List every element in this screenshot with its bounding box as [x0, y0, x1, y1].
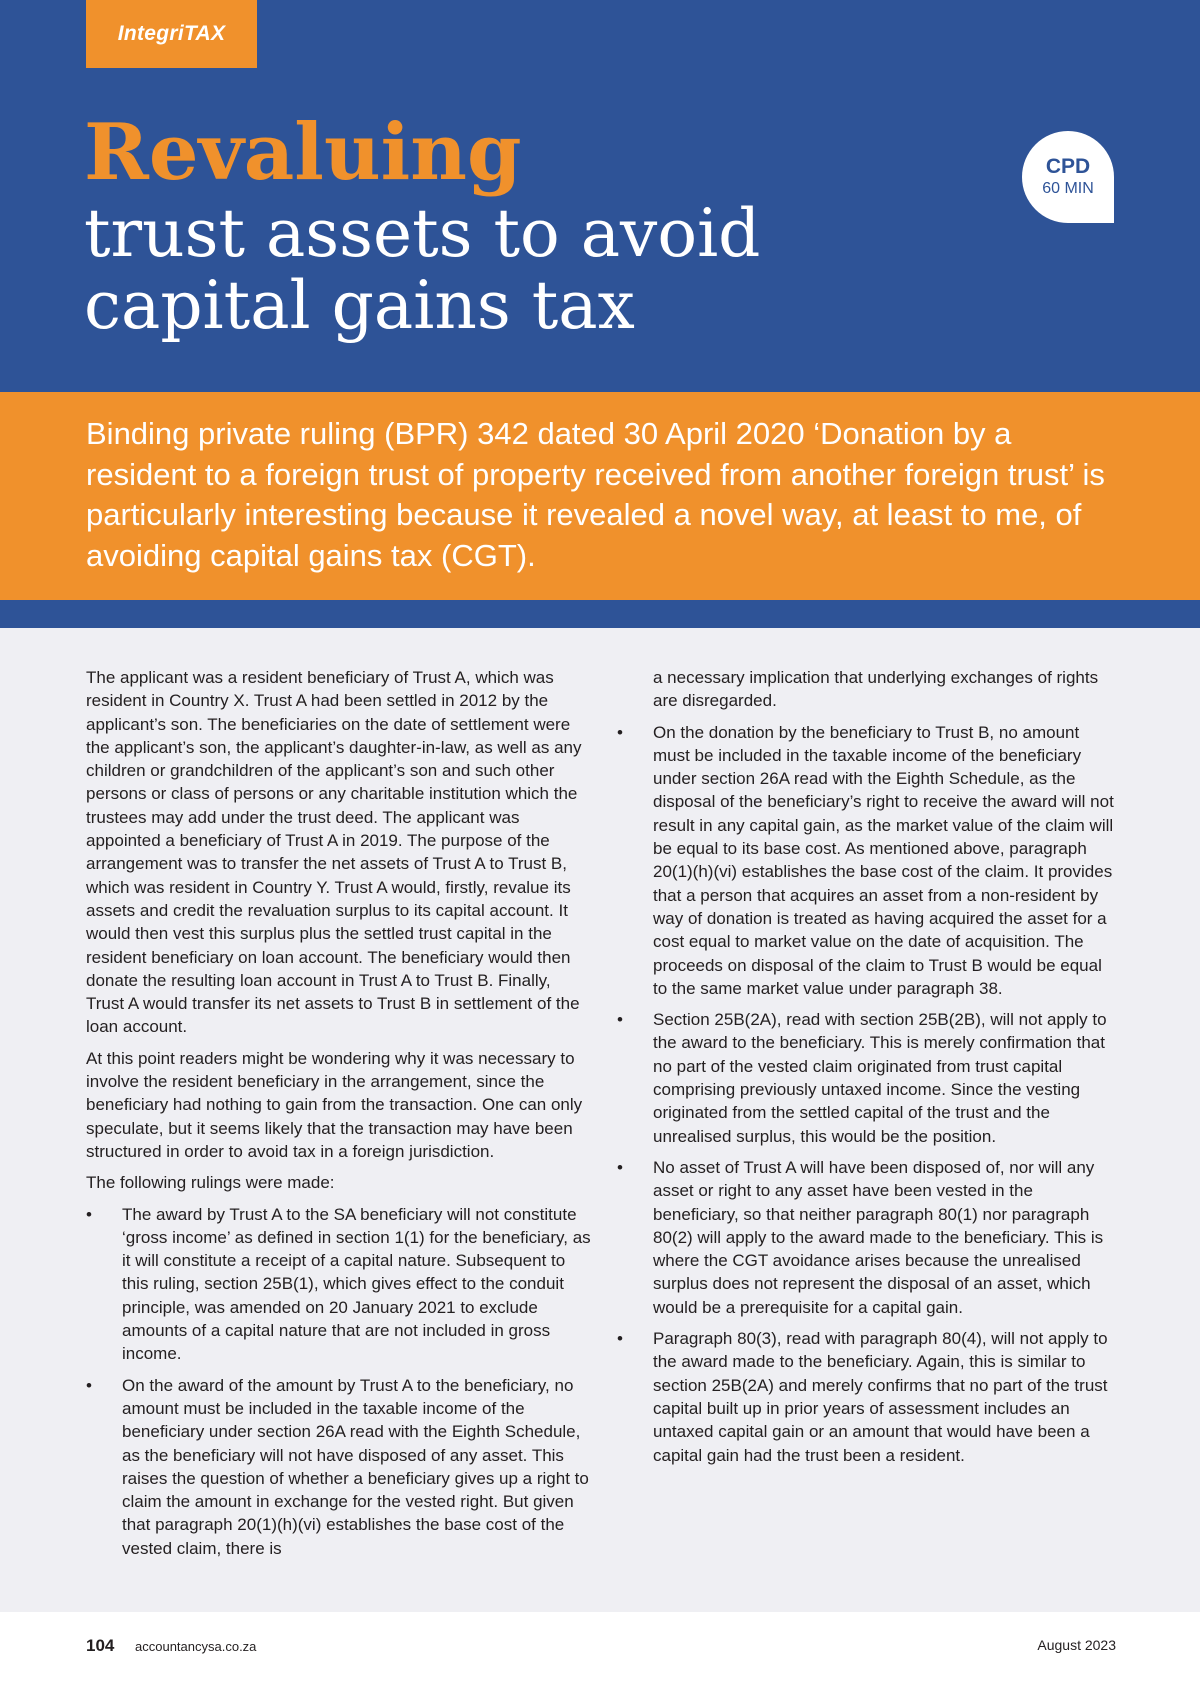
continued-text: a necessary implication that underlying exchanges of rights are disregarded.	[653, 668, 1099, 711]
bullet-icon: •	[617, 1329, 623, 1349]
list-item	[86, 1374, 592, 1560]
cpd-label: CPD	[1045, 155, 1091, 178]
list-item	[617, 1327, 1119, 1467]
divider-strip	[0, 600, 1200, 628]
list-item	[617, 1008, 1119, 1148]
list-item-text: On the donation by the beneficiary to Trust B, no amount must be included in the taxable income of the beneficiary under section 26A read with the Eighth Schedule, as the disposal of the beneficiary’s right to receive the award will not result in any capital gain, as the market value of the claim will be equal to its base cost. As mentioned above, paragraph 20(1)(h)(vi) establishes the base cost of the claim. It provides that a person that acquires an asset from a non-resident by way of donation is treated as having acquired the asset for a cost equal to market value on the date of acquisition. The proceeds on disposal of the claim to Trust B would be equal to the same market value under paragraph 38.	[653, 722, 1114, 998]
article-title-sub: trust assets to avoid capital gains tax	[84, 195, 761, 344]
body-paragraph: The applicant was a resident beneficiary of Trust A, which was resident in Country X. Trust A had been settled in 2012 by the applicant’s son. The beneficiaries on the date of settlement were the applicant’s son, the applicant’s daughter-in-law, as well as any children or grandchildren of the applicant’s son and such other persons or class of persons or any charitable institution which the trustees may add under the trust deed. The applicant was appointed a beneficiary of Trust A in 2019. The purpose of the arrangement was to transfer the net assets of Trust A to Trust B, which was resident in Country Y. Trust A would, firstly, revalue its assets and credit the revaluation surplus to its capital account. It would then vest this surplus plus the settled trust capital in the resident beneficiary on loan account. The beneficiary would then donate the resulting loan account in Trust A to Trust B. Finally, Trust A would transfer its net assets to Trust B in settlement of the loan account.	[86, 668, 582, 1037]
rulings-list	[86, 1203, 592, 1560]
article-title-main: Revaluing	[84, 107, 522, 198]
bullet-icon: •	[617, 722, 623, 742]
list-item-text: On the award of the amount by Trust A to the beneficiary, no amount must be included in the taxable income of the beneficiary under section 26A read with the Eighth Schedule, as the beneficiary will not have disposed of any asset. This raises the question of whether a beneficiary gives up a right to claim the amount in exchange for the vested right. But given that paragraph 20(1)(h)(vi) establishes the base cost of the vested claim, there is	[122, 1375, 589, 1558]
bullet-icon: •	[617, 1157, 623, 1177]
bullet-icon: •	[86, 1375, 92, 1395]
page-number: 104	[86, 1636, 115, 1655]
cpd-badge	[1022, 131, 1114, 223]
article-header	[0, 0, 1200, 392]
list-item-text: No asset of Trust A will have been disposed of, nor will any asset or right to any asset have been vested in the beneficiary, so that neither paragraph 80(1) nor paragraph 80(2) will apply to the award made to the beneficiary. This is where the CGT avoidance arises because the unrealised surplus does not represent the disposal of an asset, which would be a prerequisite for a capital gain.	[653, 1157, 1104, 1317]
page-footer	[0, 1612, 1200, 1696]
lead-paragraph: Binding private ruling (BPR) 342 dated 30 April 2020 ‘Donation by a resident to a foreign trust of property received from another foreign trust’ is particularly interesting because it revealed a novel way, at least to me, of avoiding capital gains tax (CGT).	[86, 416, 1105, 573]
body-paragraph: The following rulings were made:	[86, 1173, 335, 1193]
bullet-icon: •	[86, 1204, 92, 1224]
logo-text: IntegriTAX	[117, 22, 226, 45]
issue-date: August 2023	[1037, 1637, 1116, 1653]
list-item	[617, 721, 1119, 1001]
list-item	[86, 1203, 592, 1366]
list-item	[617, 1156, 1119, 1319]
list-item-text: Section 25B(2A), read with section 25B(2B), will not apply to the award to the beneficiary. This is merely confirmation that no part of the vested claim originated from trust capital comprising previously untaxed income. Since the vesting originated from the settled capital of the trust and the unrealised surplus, this would be the position.	[653, 1010, 1107, 1146]
bullet-icon: •	[617, 1010, 623, 1030]
list-item-text: The award by Trust A to the SA beneficiary will not constitute ‘gross income’ as defined in section 1(1) for the beneficiary, as it will constitute a receipt of a capital nature. Subsequent to this ruling, section 25B(1), which gives effect to the conduit principle, was amended on 20 January 2021 to exclude amounts of a capital nature that are not included in gross income.	[122, 1204, 591, 1364]
list-item-text: Paragraph 80(3), read with paragraph 80(4), will not apply to the award made to the beneficiary. Again, this is similar to section 25B(2A) and merely confirms that no part of the trust capital built up in prior years of assessment includes an untaxed capital gain or an amount that would have been a capital gain had the trust been a resident.	[653, 1329, 1108, 1465]
right-column	[617, 666, 1119, 1475]
rulings-list	[617, 721, 1119, 1467]
website-link[interactable]: accountancysa.co.za	[135, 1639, 257, 1654]
left-column	[86, 666, 592, 1568]
cpd-minutes: 60 MIN	[1042, 180, 1094, 197]
integritax-logo	[86, 0, 257, 68]
body-paragraph: At this point readers might be wondering why it was necessary to involve the resident beneficiary in the arrangement, since the beneficiary had nothing to gain from the transaction. One can only speculate, but it seems likely that the transaction may have been structured in order to avoid tax in a foreign jurisdiction.	[86, 1048, 583, 1161]
lead-band	[0, 392, 1200, 600]
